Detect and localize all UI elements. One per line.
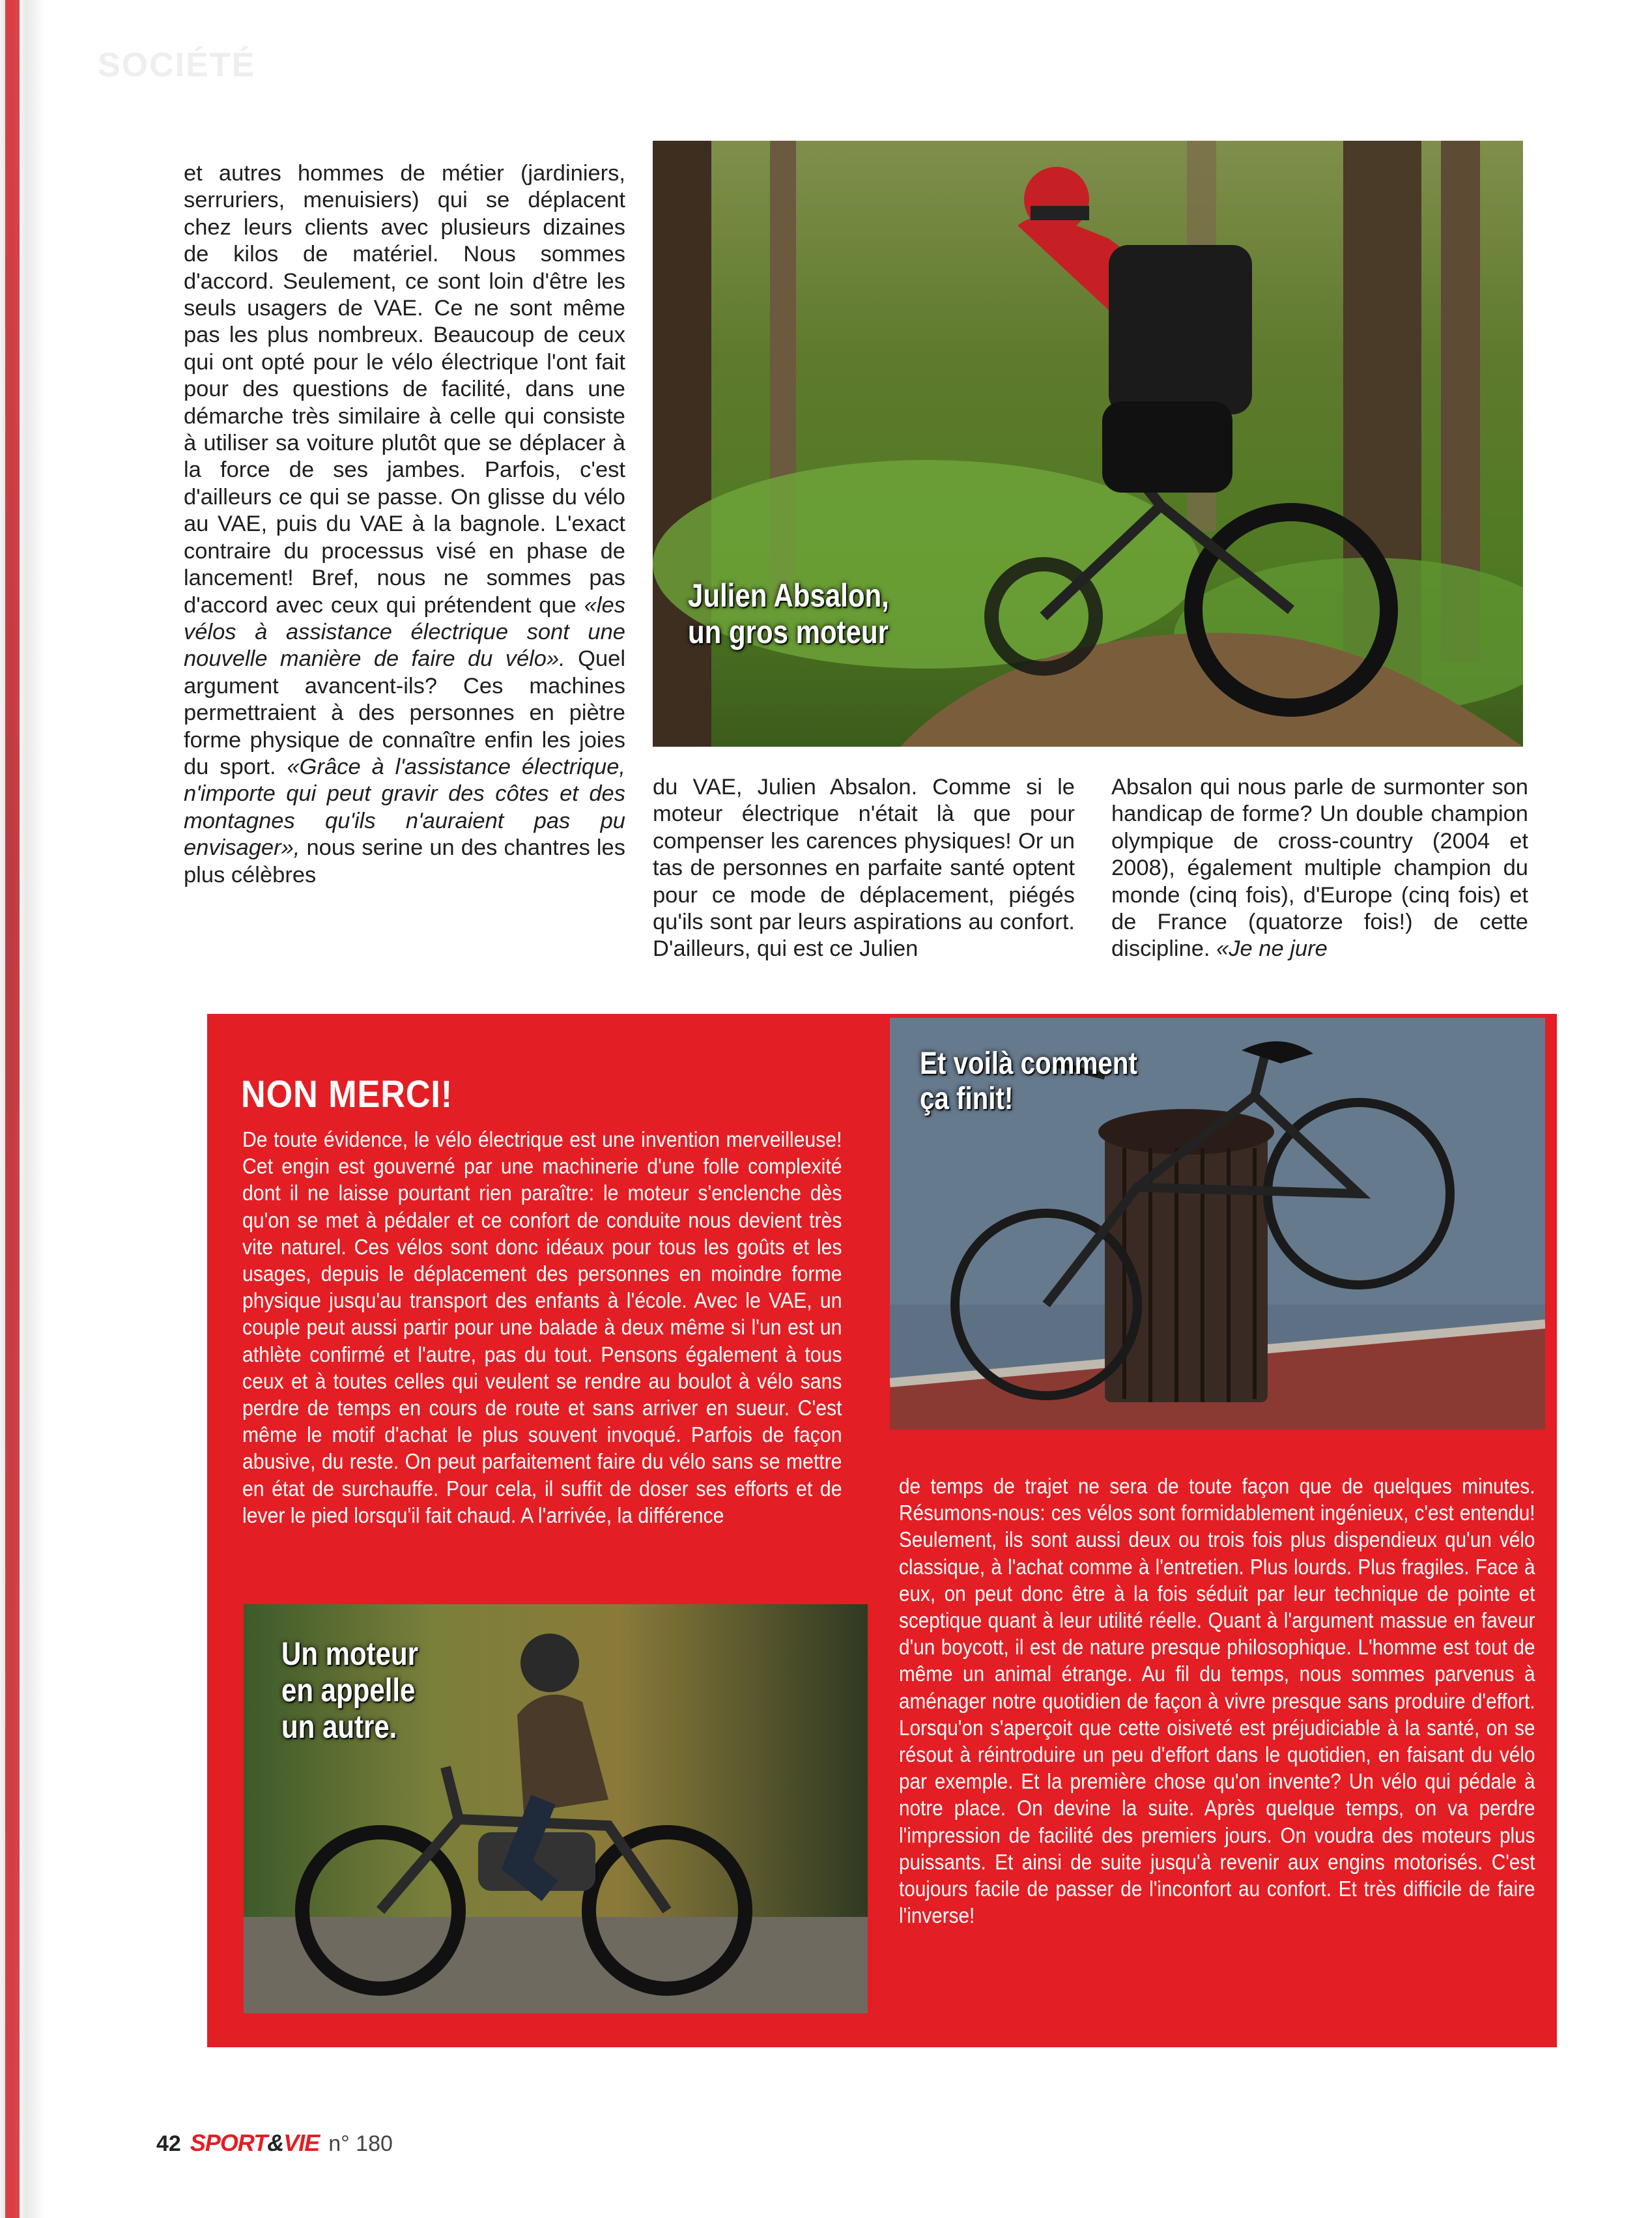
caption-line: un gros moteur bbox=[688, 614, 889, 650]
article-quote: «les vélos à assistance électrique sont une nouvelle manière de faire du vélo». bbox=[184, 592, 625, 672]
caption-trashcan-photo bbox=[920, 1046, 1137, 1117]
article-quote: «Je ne jure bbox=[1216, 936, 1328, 962]
logo-part: VIE bbox=[283, 2129, 320, 2156]
caption-motor-photo bbox=[281, 1635, 418, 1745]
article-text: Absalon qui nous parle de surmonter son handicap de forme? Un double champion olympique de cross-country (2004 et 2008), également multiple champion du monde (cinq fois), d'Europe (cinq fois) et de France (quatorze fois!) de cette discipline. bbox=[1111, 775, 1528, 962]
article-column-left bbox=[184, 160, 625, 1007]
sidebar-text: de temps de trajet ne sera de toute façon que de quelques minutes. Résumons-nous: ces vélos sont formidablement ingénieux, c'est entendu! Seulement, ils sont aussi deux ou trois fois plus dispendieux qu'un vélo classique, à l'achat comme à l'entretien. Plus lourds. Plus fragiles. Face à eux, on peut donc être à la fois séduit par leur technique de pointe et sceptique quant à leur utilité réelle. Quant à l'argument massue en faveur d'un boycott, il est de nature presque philosophique. L'homme est tout de même un animal étrange. Au fil du temps, nous sommes parvenus à aménager notre quotidien de façon à vivre presque sans produire d'effort. Lorsqu'on s'aperçoit que cette oisiveté est préjudiciable à la santé, on se résout à réintroduire un peu d'effort dans le quotidien, en faisant du vélo par exemple. Et la première chose qu'on invente? Un vélo qui pédale à notre place. On devine la suite. Après quelque temps, on va perdre l'impression de facilité des premiers jours. On voudra des moteurs plus puissants. Et ainsi de suite jusqu'à revenir aux engins motorisés. C'est toujours facile de passer de l'inconfort au confort. Et très difficile de faire l'inverse! bbox=[899, 1474, 1535, 1928]
article-quote: «Grâce à l'assistance électrique, n'importe qui peut gravir des côtes et des montagnes qu'ils n'auraient pas pu envisager», bbox=[184, 754, 625, 861]
cover-edge bbox=[5, 0, 20, 2218]
page-footer bbox=[156, 2129, 393, 2157]
article-text: nous serine un des chantres les plus célèbres bbox=[184, 835, 625, 887]
article-text: du VAE, Julien Absalon. Comme si le moteur électrique n'était là que pour compenser les carences physiques! Or un tas de personnes en parfaite santé optent pour ce mode de déplacement, piégés qu'ils sont par leurs aspirations au confort. D'ailleurs, qui est ce Julien bbox=[653, 775, 1075, 962]
photo-mountain-biker bbox=[653, 141, 1523, 747]
logo-ampersand: & bbox=[267, 2129, 284, 2156]
article-text: Quel argument avancent-ils? Ces machines permettraient à des personnes en piètre forme physique de connaître enfin les joies du sport. bbox=[184, 646, 625, 779]
caption-line: Et voilà comment bbox=[920, 1046, 1137, 1081]
sidebar-text-left bbox=[242, 1126, 842, 1582]
article-column-middle bbox=[653, 774, 1075, 1002]
caption-line: Un moteur bbox=[281, 1635, 418, 1672]
issue-number: n° 180 bbox=[328, 2131, 393, 2156]
logo-part: SPORT bbox=[190, 2129, 268, 2156]
section-label: SOCIÉTÉ bbox=[98, 46, 256, 84]
sidebar-text: De toute évidence, le vélo électrique est une invention merveilleuse! Cet engin est gouverné par une machinerie d'une folle complexité dont il ne laisse pourtant rien paraître: le moteur s'enclenche dès qu'on se met à pédaler et ce confort de conduite nous devient très vite naturel. Ces vélos sont donc idéaux pour tous les goûts et les usages, depuis le déplacement des personnes en moindre forme physique jusqu'au transport des enfants à l'école. Avec le VAE, un couple peut aussi partir pour une balade à deux même si l'un est un athlète confirmé et l'autre, pas du tout. Pensons également à tous ceux et à toutes celles qui veulent se rendre au boulot à vélo sans perdre de temps en cours de route et sans arriver en sueur. C'est même le motif d'achat le plus souvent invoqué. Parfois de façon abusive, du reste. On peut parfaitement faire du vélo sans se mettre en état de surchauffe. Pour cela, il suffit de doser ses efforts et de lever le pied lorsqu'il fait chaud. A l'arrivée, la différence bbox=[242, 1127, 842, 1527]
article-text: et autres hommes de métier (jardiniers, serruriers, menuisiers) qui se déplacent chez leurs clients avec plusieurs dizaines de kilos de matériel. Nous sommes d'accord. Seulement, ce sont loin d'être les seuls usagers de VAE. Ce ne sont même pas les plus nombreux. Beaucoup de ceux qui ont opté pour le vélo électrique l'ont fait pour des questions de facilité, dans une démarche très similaire à celle qui consiste à utiliser sa voiture plutôt que se déplacer à la force de ses jambes. Parfois, c'est d'ailleurs ce qui se passe. On glisse du vélo au VAE, puis du VAE à la bagnole. L'exact contraire du processus visé en phase de lancement! Bref, nous ne sommes pas d'accord avec ceux qui prétendent que bbox=[184, 161, 625, 618]
caption-line: Julien Absalon, bbox=[688, 577, 889, 614]
magazine-logo bbox=[190, 2129, 319, 2157]
sidebar-text-right bbox=[899, 1473, 1535, 2020]
caption-line: ça finit! bbox=[920, 1081, 1014, 1116]
page-number: 42 bbox=[156, 2131, 181, 2156]
sidebar-title: NON MERCI! bbox=[241, 1073, 453, 1116]
caption-line: un autre. bbox=[281, 1708, 397, 1745]
caption-top-photo bbox=[688, 577, 889, 650]
article-column-right bbox=[1111, 774, 1528, 1002]
caption-line: en appelle bbox=[281, 1672, 416, 1708]
